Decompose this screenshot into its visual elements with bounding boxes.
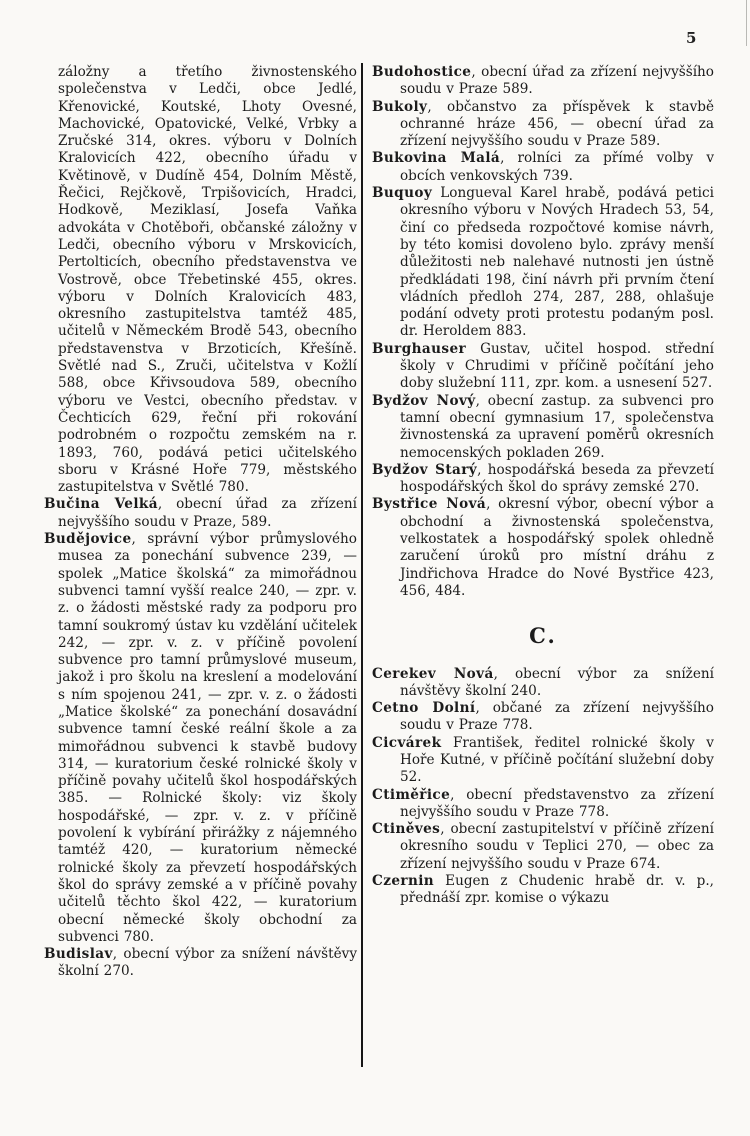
index-entry: [44, 946, 357, 981]
section-heading-c: C.: [529, 623, 557, 649]
index-entry: [372, 666, 714, 701]
entry-body: , obecní představenstvo za zřízení nejvyššího soudu v Praze 778.: [400, 786, 714, 820]
index-entry: [372, 64, 714, 99]
index-entry: [372, 787, 714, 822]
index-entry: [372, 700, 714, 735]
entry-body: , obecní zastupitelství v příčině zřízení okresního soudu v Teplici 270, — obec za zřízení nejvyššího soudu v Praze 674.: [400, 821, 714, 872]
entry-headword: Cerekev Nová: [372, 665, 494, 682]
entry-headword: Bukovina Malá: [372, 150, 501, 167]
entry-headword: Cicvárek: [372, 734, 442, 751]
entry-body: , obecní zastup. za subvenci pro tamní obecní gymnasium 17, společenstva živnostenská za upravení poměrů okresních nemocenských pokladen 269.: [400, 392, 714, 461]
entry-headword: Bydžov Starý: [372, 461, 478, 478]
index-entry: [372, 735, 714, 787]
entry-body: , hospodářská beseda za převzetí hospodářských škol do správy zemské 270.: [400, 461, 715, 496]
entry-headword: Budislav: [44, 946, 113, 963]
index-entry: [372, 873, 714, 908]
index-entry-continuation: [44, 64, 357, 496]
entry-headword: Budějovice: [44, 531, 132, 548]
entry-body: , obecní úřad za zřízení nejvyššího soudu v Praze, 589.: [58, 496, 357, 530]
page-number: 5: [686, 29, 697, 47]
entry-body: , obecní úřad za zřízení nejvyššího soudu v Praze 589.: [400, 64, 714, 98]
entry-body: František, ředitel rolnické školy v Hoře Kutné, v příčině počítání služební doby 52.: [400, 734, 714, 786]
entry-headword: Czernin: [372, 873, 435, 890]
index-entry: [372, 150, 714, 185]
entry-body: , občanstvo za příspěvek k stavbě ochranné hráze 456, — obecní úřad za zřízení nejvyššího soudu v Praze 589.: [400, 98, 714, 150]
index-entry: [372, 99, 714, 151]
column-divider: [361, 63, 363, 1067]
index-entry: [372, 462, 714, 497]
index-entry: [44, 496, 357, 531]
entry-headword: Ctiněves: [372, 821, 441, 838]
index-entry: [372, 821, 714, 873]
entry-body: , obecní výbor za snížení návštěvy školní 270.: [58, 946, 357, 980]
entry-body: , správní výbor průmyslového musea za ponechání subvence 239, — spolek „Matice školská“ za mimořádnou subvenci tamní vyšší realce 240, — zpr. v. z. o žádosti městské rady za podporu pro tamní soukromý ústav ku vzdělání učitelek 242, — zpr. v. z. v příčině povolení subvence pro tamní průmyslové museum, jakož i pro školu na kreslení a modelování s ním spojenou 241, — zpr. v. z. o žádosti „Matice školské“ za ponechání dosavádní subvence tamní české reální škole a za mimořádnou subvenci k stavbě budovy 314, — kuratorium české rolnické školy v příčině povahy učitelů škol hospodářských 385. — Rolnické školy: viz školy hospodářské, — zpr. v. z. v příčině povolení k vybírání přirážky z nájemného tamtéž 420, — kuratorium německé rolnické školy za převzetí hospodářských škol do správy zemské a v příčině povahy učitelů těchto škol 422, — kuratorium obecní německé školy obchodní za subvenci 780.: [58, 531, 357, 945]
index-entry: [372, 496, 714, 600]
index-entry: [372, 393, 714, 462]
entry-headword: Bukoly: [372, 98, 428, 115]
index-entry: [372, 341, 714, 393]
entry-body: Longueval Karel hrabě, podává petici okresního výboru v Nových Hradech 53, 54, činí co předseda rozpočtové komise návrh, by této komisi dovoleno bylo. zprávy menší důležitosti neb nalehavé nutnosti jen ústně předkládati 198, činí návrh při prvním čtení vládních předloh 274, 287, 288, ohlašuje podání odvety proti protestu podaným posl. dr. Heroldem 883.: [400, 185, 714, 340]
index-entry: [372, 185, 714, 341]
entry-body: záložny a třetího živnostenského společenstva v Ledči, obce Jedlé, Křenovické, Koutské, Lhoty Ovesné, Machovické, Opatovické, Velké, Vrbky a Zručské 314, okres. výboru v Dolních Kralovicích 422, obecního úřadu v Květinově, v Dudíně 454, Dolním Městě, Řečici, Rejčkově, Trpišovicích, Hradci, Hodkově, Meziklasí, Josefa Vaňka advokáta v Chotěboři, občanské záložny v Ledči, obecního výboru v Mrskovicích, Pertolticích, obecního představenstva ve Vostrově, obce Třebetinské 455, okres. výboru v Dolních Kralovicích 483, okresního zastupitelstva tamtéž 485, učitelů v Německém Brodě 543, obecního představenstva v Brzoticích, Křešíně. Světlé nad S., Zruči, učitelstva v Kožlí 588, obce Křivsoudova 589, obecního výboru ve Vestci, obecního představ. v Čechticích 629, řeční při rokování podrobném o rozpočtu zemském na r. 1893, 760, podává petici učitelského sboru v Krásné Hoře 779, městského zastupitelstva v Světlé 780.: [58, 64, 357, 496]
entry-headword: Ctiměřice: [372, 786, 451, 803]
entry-body: Eugen z Chudenic hrabě dr. v. p., přednáší zpr. komise o výkazu: [400, 873, 714, 907]
entry-body: , obecní výbor za snížení návštěvy školní 240.: [400, 665, 714, 699]
entry-headword: Burghauser: [372, 340, 467, 357]
entry-headword: Bydžov Nový: [372, 392, 476, 409]
entry-headword: Cetno Dolní: [372, 700, 476, 717]
left-column: [44, 64, 357, 981]
index-entry: [44, 531, 357, 946]
entry-body: , rolníci za přímé volby v obcích venkovských 739.: [400, 150, 714, 184]
right-column: [372, 64, 714, 908]
entry-headword: Budohostice: [372, 64, 472, 80]
entry-body: , občané za zřízení nejvyššího soudu v Praze 778.: [400, 700, 714, 734]
entry-headword: Buquoy: [372, 185, 433, 202]
scan-edge-artifact: [746, 0, 747, 46]
entry-headword: Bystřice Nová: [372, 496, 487, 513]
entry-body: , okresní výbor, obecní výbor a obchodní a živnostenská společenstva, velkostatek a hospodářský spolek ohledně zaručení úroků pro místní dráhu z Jindřichova Hradce do Nové Bystřice 423, 456, 484.: [400, 496, 714, 599]
entry-headword: Bučina Velká: [44, 496, 158, 513]
entry-body: Gustav, učitel hospod. střední školy v Chrudimi v příčině počítání jeho doby služební 111, zpr. kom. a usnesení 527.: [400, 340, 714, 392]
